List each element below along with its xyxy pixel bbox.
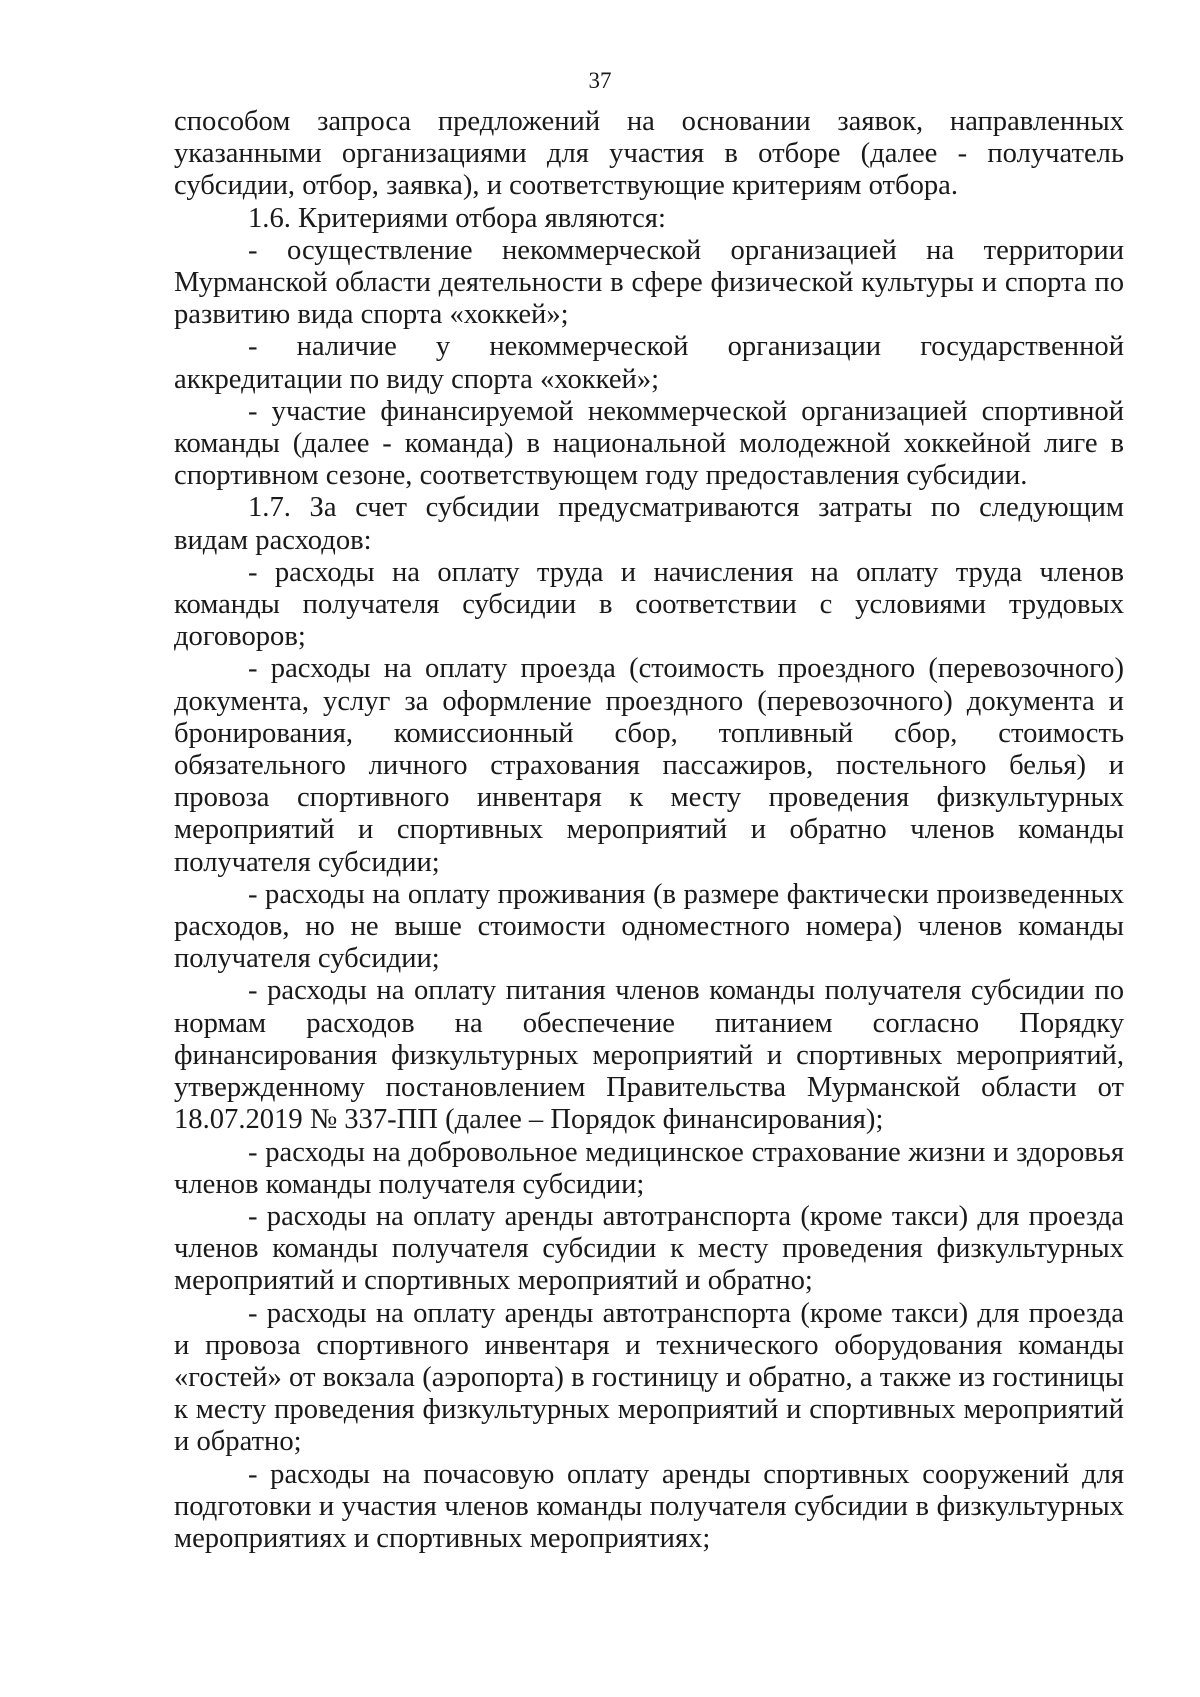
paragraph-continuation: способом запроса предложений на основании заявок, направленных указанными организациями для участия в отборе (далее - получатель субсидии, отбор, заявка), и соответствующие критериям отбора. xyxy=(174,106,1124,202)
paragraph-expense-transport-guests: - расходы на оплату аренды автотранспорта (кроме такси) для проезда и провоза спортивного инвентаря и технического оборудования команды «гостей» от вокзала (аэропорта) в гостиницу и обратно, а также из гостиницы к месту проведения физкультурных мероприятий и спортивных мероприятий и обратно; xyxy=(174,1297,1124,1458)
paragraph-expense-transport-team: - расходы на оплату аренды автотранспорта (кроме такси) для проезда членов команды получателя субсидии к месту проведения физкультурных мероприятий и спортивных мероприятий и обратно; xyxy=(174,1200,1124,1297)
paragraph-section-1-6: 1.6. Критериями отбора являются: xyxy=(248,202,666,234)
paragraph-criterion-league: - участие финансируемой некоммерческой организацией спортивной команды (далее - команда) в национальной молодежной хоккейной лиге в спортивном сезоне, соответствующем году предоставления субсидии. xyxy=(174,395,1124,492)
document-body xyxy=(174,106,1124,1555)
paragraph-expense-insurance: - расходы на добровольное медицинское страхование жизни и здоровья членов команды получателя субсидии; xyxy=(174,1136,1124,1200)
paragraph-expense-accommodation: - расходы на оплату проживания (в размере фактически произведенных расходов, но не выше стоимости одноместного номера) членов команды получателя субсидии; xyxy=(174,878,1124,975)
paragraph-criterion-territory: - осуществление некоммерческой организацией на территории Мурманской области деятельности в сфере физической культуры и спорта по развитию вида спорта «хоккей»; xyxy=(174,234,1124,331)
paragraph-expense-travel: - расходы на оплату проезда (стоимость проездного (перевозочного) документа, услуг за оформление проездного (перевозочного) документа и бронирования, комиссионный сбор, топливный сбор, стоимость обязательного личного страхования пассажиров, постельного белья) и провоза спортивного инвентаря к месту проведения физкультурных мероприятий и спортивных мероприятий и обратно членов команды получателя субсидии; xyxy=(174,653,1124,878)
paragraph-expense-meals: - расходы на оплату питания членов команды получателя субсидии по нормам расходов на обеспечение питанием согласно Порядку финансирования физкультурных мероприятий и спортивных мероприятий, утвержденному постановлением Правительства Мурманской области от 18.07.2019 № 337-ПП (далее – Порядок финансирования); xyxy=(174,975,1124,1136)
paragraph-expense-labor: - расходы на оплату труда и начисления на оплату труда членов команды получателя субсидии в соответствии с условиями трудовых договоров; xyxy=(174,556,1124,653)
paragraph-section-1-7: 1.7. За счет субсидии предусматриваются затраты по следующим видам расходов: xyxy=(174,492,1124,556)
page-number: 37 xyxy=(588,68,612,93)
paragraph-criterion-accreditation: - наличие у некоммерческой организации государственной аккредитации по виду спорта «хоккей»; xyxy=(174,331,1124,395)
paragraph-expense-facility-rent: - расходы на почасовую оплату аренды спортивных сооружений для подготовки и участия членов команды получателя субсидии в физкультурных мероприятиях и спортивных мероприятиях; xyxy=(174,1458,1124,1554)
